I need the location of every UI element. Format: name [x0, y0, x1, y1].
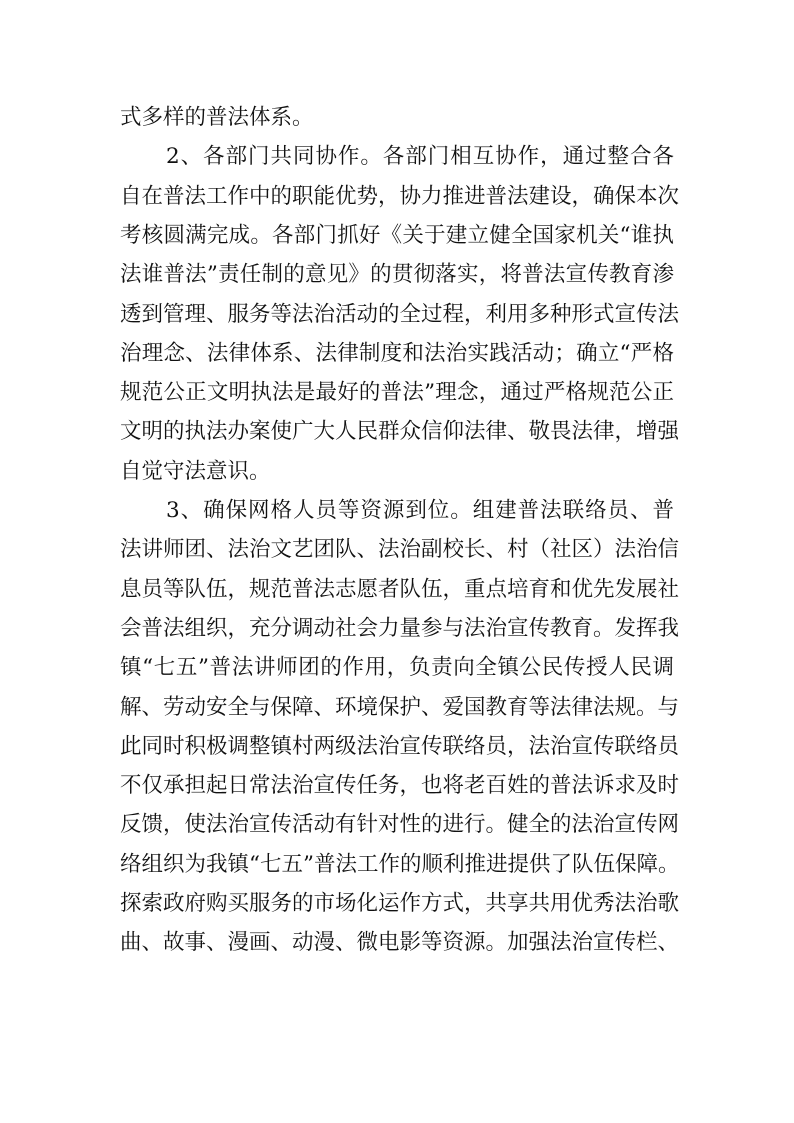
text-line: 自觉守法意识。 [120, 458, 271, 484]
text-line: 3、确保网格人员等资源到位。组建普法联络员、普 [166, 498, 674, 523]
text-line: 探索政府购买服务的市场化运作方式，共享共用优秀法治歌 [120, 891, 680, 916]
text-line: 自在普法工作中的职能优势，协力推进普法建设，确保本次 [120, 183, 680, 209]
text-line: 文明的执法办案使广大人民群众信仰法律、敬畏法律，增强 [120, 419, 680, 445]
text-line: 反馈，使法治宣传活动有针对性的进行。健全的法治宣传网 [120, 812, 680, 838]
text-line: 考核圆满完成。各部门抓好《关于建立健全国家机关“谁执 [120, 222, 674, 248]
text-line: 镇“七五”普法讲师团的作用，负责向全镇公民传授人民调 [120, 655, 674, 681]
text-line: 法讲师团、法治文艺团队、法治副校长、村（社区）法治信 [120, 537, 680, 563]
text-line: 此同时积极调整镇村两级法治宣传联络员，法治宣传联络员 [120, 733, 680, 759]
text-line: 曲、故事、漫画、动漫、微电影等资源。加强法治宣传栏、 [120, 930, 680, 956]
text-line: 透到管理、服务等法治活动的全过程，利用多种形式宣传法 [120, 301, 680, 327]
text-line: 法谁普法”责任制的意见》的贯彻落实，将普法宣传教育渗 [120, 262, 674, 288]
text-line: 不仅承担起日常法治宣传任务，也将老百姓的普法诉求及时 [120, 773, 680, 799]
text-line: 息员等队伍，规范普法志愿者队伍，重点培育和优先发展社 [120, 576, 680, 602]
text-line: 会普法组织，充分调动社会力量参与法治宣传教育。发挥我 [120, 615, 680, 641]
text-line: 式多样的普法体系。 [120, 105, 314, 130]
text-line: 解、劳动安全与保障、环境保护、爱国教育等法律法规。与 [120, 694, 680, 720]
text-line: 络组织为我镇“七五”普法工作的顺利推进提供了队伍保障。 [120, 851, 680, 877]
text-line: 2、各部门共同协作。各部门相互协作，通过整合各 [166, 144, 674, 170]
text-line: 规范公正文明执法是最好的普法”理念，通过严格规范公正 [120, 380, 674, 406]
text-line: 治理念、法律体系、法律制度和法治实践活动；确立“严格 [120, 340, 674, 366]
